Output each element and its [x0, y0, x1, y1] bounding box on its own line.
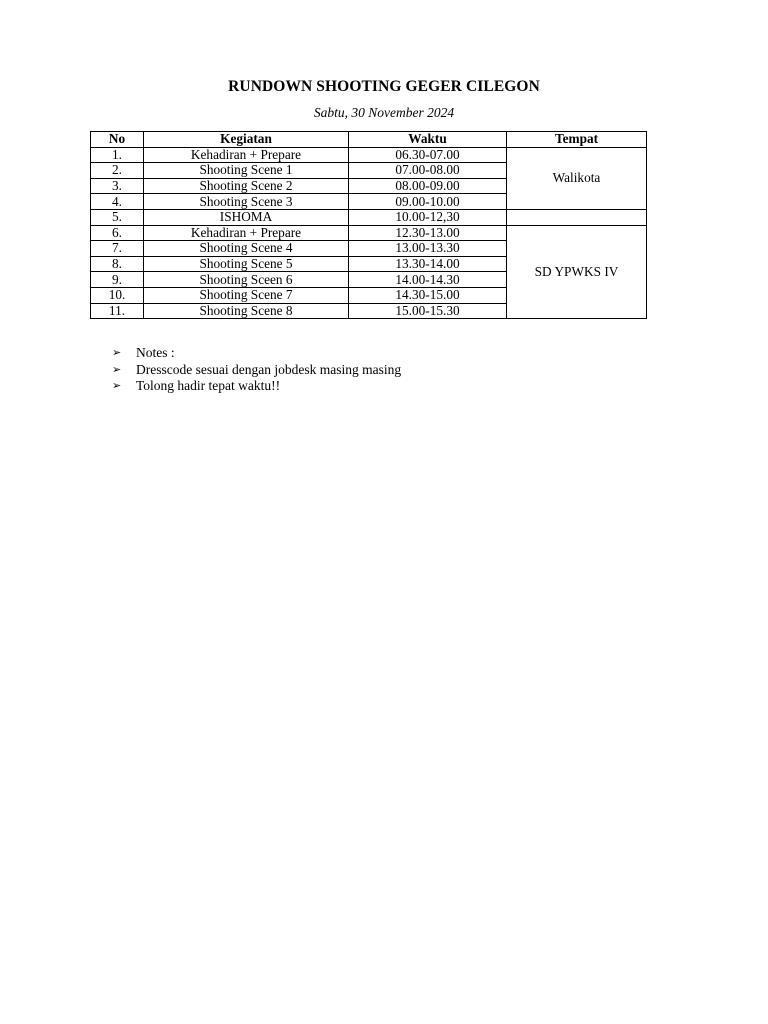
- notes-list: [112, 345, 401, 395]
- cell-kegiatan: ISHOMA: [144, 209, 349, 225]
- cell-tempat-walikota: Walikota: [507, 147, 647, 209]
- cell-waktu: 07.00-08.00: [349, 163, 507, 179]
- cell-waktu: 09.00-10.00: [349, 194, 507, 210]
- page-subtitle: Sabtu, 30 November 2024: [313, 105, 455, 120]
- cell-waktu: 10.00-12,30: [349, 209, 507, 225]
- cell-no: 2.: [91, 163, 144, 179]
- cell-tempat-empty: [507, 209, 647, 225]
- cell-waktu: 14.30-15.00: [349, 287, 507, 303]
- cell-waktu: 14.00-14.30: [349, 272, 507, 288]
- cell-kegiatan: Shooting Scene 7: [144, 287, 349, 303]
- list-item: [112, 378, 401, 395]
- cell-kegiatan: Kehadiran + Prepare: [144, 147, 349, 163]
- cell-no: 9.: [91, 272, 144, 288]
- cell-waktu: 12.30-13.00: [349, 225, 507, 241]
- column-header-no: No: [91, 132, 144, 148]
- list-item: [112, 362, 401, 379]
- table-row: [91, 147, 647, 163]
- cell-no: 10.: [91, 287, 144, 303]
- cell-waktu: 13.00-13.30: [349, 241, 507, 257]
- cell-waktu: 15.00-15.30: [349, 303, 507, 319]
- arrowhead-bullet-icon: ➢: [112, 346, 122, 360]
- column-header-waktu: Waktu: [349, 132, 507, 148]
- column-header-kegiatan: Kegiatan: [144, 132, 349, 148]
- cell-no: 1.: [91, 147, 144, 163]
- cell-kegiatan: Shooting Scene 2: [144, 178, 349, 194]
- cell-kegiatan: Shooting Sceen 6: [144, 272, 349, 288]
- note-text: Tolong hadir tepat waktu!!: [136, 378, 281, 394]
- cell-kegiatan: Shooting Scene 3: [144, 194, 349, 210]
- page-title: RUNDOWN SHOOTING GEGER CILEGON: [228, 78, 540, 95]
- cell-tempat-sd-ypwks: SD YPWKS IV: [507, 225, 647, 319]
- note-text: Notes :: [136, 345, 175, 361]
- cell-kegiatan: Shooting Scene 1: [144, 163, 349, 179]
- table-row: [91, 209, 647, 225]
- arrowhead-bullet-icon: ➢: [112, 362, 122, 376]
- cell-kegiatan: Kehadiran + Prepare: [144, 225, 349, 241]
- cell-no: 5.: [91, 209, 144, 225]
- column-header-tempat: Tempat: [507, 132, 647, 148]
- table-row: [91, 225, 647, 241]
- cell-kegiatan: Shooting Scene 4: [144, 241, 349, 257]
- schedule-table: [90, 131, 647, 319]
- table-header-row: [91, 132, 647, 148]
- cell-kegiatan: Shooting Scene 5: [144, 256, 349, 272]
- cell-no: 7.: [91, 241, 144, 257]
- arrowhead-bullet-icon: ➢: [112, 379, 122, 393]
- cell-no: 4.: [91, 194, 144, 210]
- cell-no: 3.: [91, 178, 144, 194]
- cell-waktu: 13.30-14.00: [349, 256, 507, 272]
- cell-kegiatan: Shooting Scene 8: [144, 303, 349, 319]
- cell-waktu: 06.30-07.00: [349, 147, 507, 163]
- cell-no: 6.: [91, 225, 144, 241]
- cell-no: 8.: [91, 256, 144, 272]
- cell-waktu: 08.00-09.00: [349, 178, 507, 194]
- list-item: [112, 345, 401, 362]
- cell-no: 11.: [91, 303, 144, 319]
- note-text: Dresscode sesuai dengan jobdesk masing masing: [136, 361, 402, 377]
